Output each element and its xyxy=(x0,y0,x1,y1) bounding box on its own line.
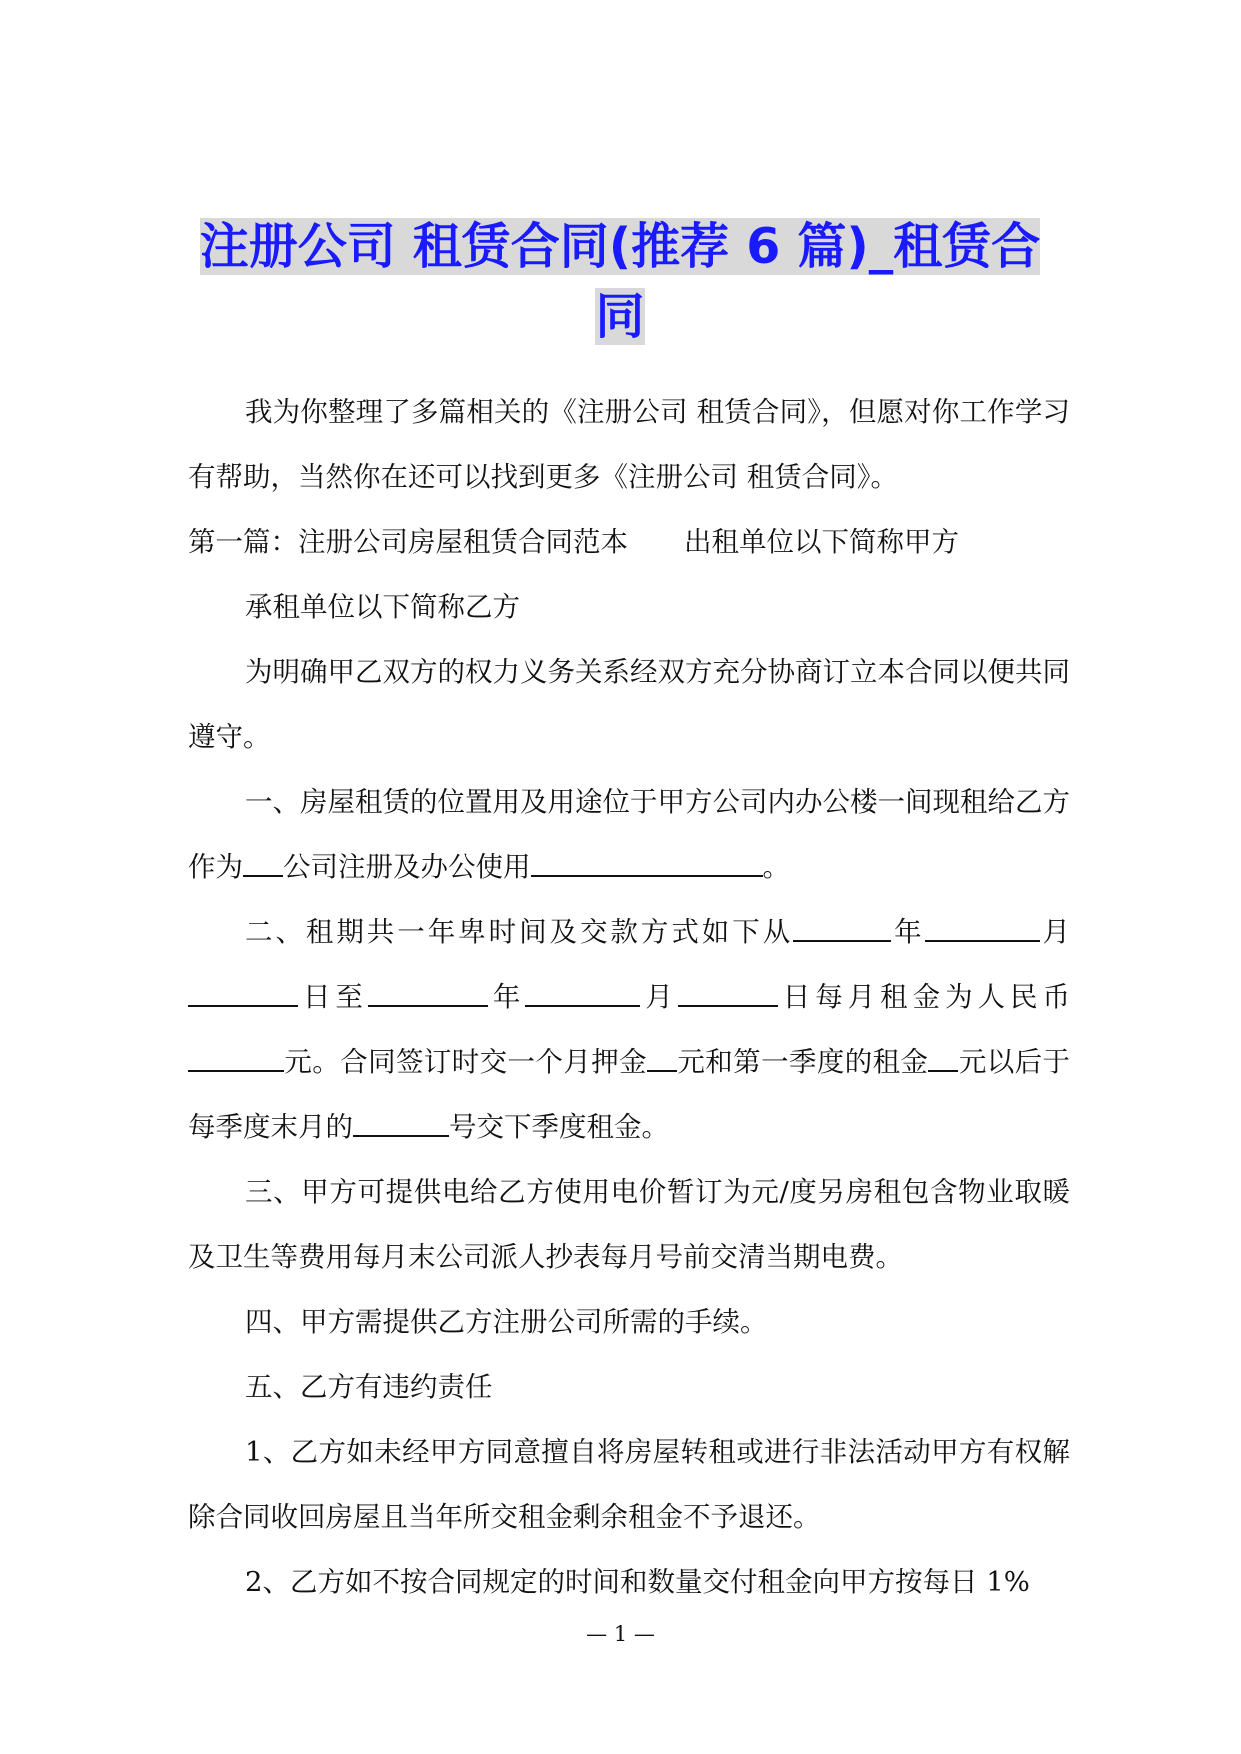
item-2: 2、乙方如不按合同规定的时间和数量交付租金向甲方按每日 1% xyxy=(245,1566,1030,1598)
purpose-paragraph: 为明确甲乙双方的权力义务关系经双方充分协商订立本合同以便共同遵守。 xyxy=(188,656,1070,753)
clause-2-after: 元以后于每季度末月的 xyxy=(188,1046,1071,1143)
blank-field xyxy=(188,1043,284,1073)
clause-2-first: 元和第一季度的租金 xyxy=(677,1046,929,1078)
blank-field xyxy=(353,1108,449,1138)
document-body xyxy=(188,380,1070,1615)
blank-field xyxy=(928,1043,958,1073)
clause-1-end: 。 xyxy=(762,851,790,883)
clause-2-text: 二、租期共一年卑时间及交款方式如下从 xyxy=(245,916,794,948)
blank-field xyxy=(793,913,891,943)
blank-field xyxy=(188,978,298,1008)
lessor-line: 出租单位以下简称甲方 xyxy=(684,526,959,558)
clause-4: 四、甲方需提供乙方注册公司所需的手续。 xyxy=(245,1306,768,1338)
intro-paragraph: 我为你整理了多篇相关的《注册公司 租赁合同》，但愿对你工作学习有帮助，当然你在还可以找到更多《注册公司 租赁合同》。 xyxy=(188,396,1070,493)
blank-field xyxy=(531,848,763,878)
clause-2-year: 年 xyxy=(891,916,925,948)
clause-2 xyxy=(188,900,1070,1160)
page-number: — 1 — xyxy=(586,1622,655,1646)
title-line-2: 同 xyxy=(595,288,645,345)
clause-2-day-to: 日至 xyxy=(298,981,368,1013)
clause-1-text: 一、房屋租赁的位置用及用途位于甲方公司内办公楼一间现租给乙方作为 xyxy=(188,786,1070,883)
clause-2-month: 月 xyxy=(1039,916,1071,948)
blank-field xyxy=(243,848,283,878)
blank-field xyxy=(925,913,1040,943)
lessee-paragraph: 承租单位以下简称乙方 xyxy=(245,591,520,623)
chapter-heading: 第一篇：注册公司房屋租赁合同范本 xyxy=(188,526,628,558)
clause-1 xyxy=(188,770,1070,900)
blank-field xyxy=(678,978,778,1008)
blank-field xyxy=(647,1043,677,1073)
blank-field xyxy=(525,978,640,1008)
clause-3: 三、甲方可提供电给乙方使用电价暂订为元/度另房租包含物业取暖及卫生等费用每月末公司派人抄表每月号前交清当期电费。 xyxy=(188,1176,1070,1273)
clause-2-yuan: 元。合同签订时交一个月押金 xyxy=(284,1046,647,1078)
clause-1-text-b: 公司注册及办公使用 xyxy=(283,851,531,883)
clause-2-rent: 日每月租金为人民币 xyxy=(777,981,1070,1013)
document-title xyxy=(190,212,1050,352)
clause-2-end: 号交下季度租金。 xyxy=(449,1111,669,1143)
chapter-heading-paragraph xyxy=(188,510,1070,575)
clause-5: 五、乙方有违约责任 xyxy=(245,1371,493,1403)
title-line-1: 注册公司 租赁合同(推荐 6 篇)_租赁合 xyxy=(199,218,1041,275)
blank-field xyxy=(368,978,488,1008)
clause-2-month2: 月 xyxy=(640,981,678,1013)
item-1: 1、乙方如未经甲方同意擅自将房屋转租或进行非法活动甲方有权解除合同收回房屋且当年所交租金剩余租金不予退还。 xyxy=(188,1436,1070,1533)
clause-2-year2: 年 xyxy=(487,981,526,1013)
